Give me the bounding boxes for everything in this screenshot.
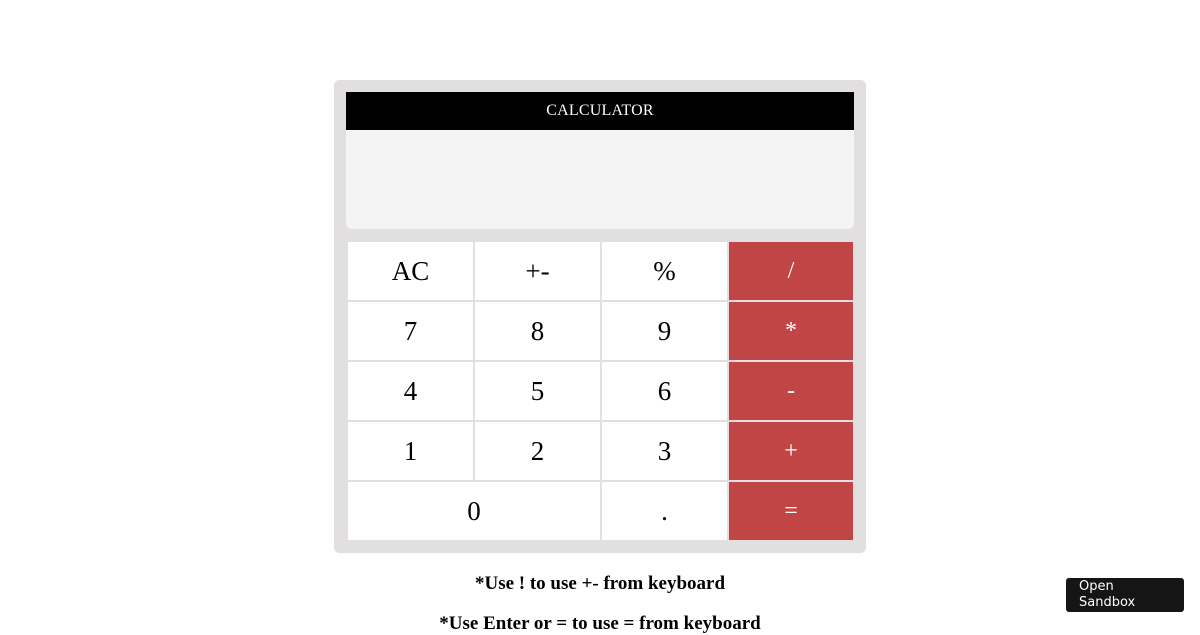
calculator bbox=[334, 80, 866, 553]
percent-button[interactable]: % bbox=[602, 242, 727, 300]
divide-button[interactable]: / bbox=[729, 242, 853, 300]
keyboard-hint-equals: *Use Enter or = to use = from keyboard bbox=[439, 613, 761, 634]
subtract-button[interactable]: - bbox=[729, 362, 853, 420]
equals-button[interactable]: = bbox=[729, 482, 853, 540]
digit-8-button[interactable]: 8 bbox=[475, 302, 600, 360]
multiply-button[interactable]: * bbox=[729, 302, 853, 360]
calculator-title: CALCULATOR bbox=[346, 92, 854, 130]
digit-4-button[interactable]: 4 bbox=[348, 362, 473, 420]
digit-0-button[interactable]: 0 bbox=[348, 482, 600, 540]
toggle-sign-button[interactable]: +- bbox=[475, 242, 600, 300]
digit-5-button[interactable]: 5 bbox=[475, 362, 600, 420]
add-button[interactable]: + bbox=[729, 422, 853, 480]
clear-button[interactable]: AC bbox=[348, 242, 473, 300]
digit-3-button[interactable]: 3 bbox=[602, 422, 727, 480]
digit-9-button[interactable]: 9 bbox=[602, 302, 727, 360]
digit-6-button[interactable]: 6 bbox=[602, 362, 727, 420]
keyboard-hint-sign: *Use ! to use +- from keyboard bbox=[474, 573, 726, 594]
digit-7-button[interactable]: 7 bbox=[348, 302, 473, 360]
keypad bbox=[348, 242, 852, 540]
calculator-display bbox=[346, 130, 854, 229]
digit-1-button[interactable]: 1 bbox=[348, 422, 473, 480]
digit-2-button[interactable]: 2 bbox=[475, 422, 600, 480]
open-sandbox-button[interactable]: Open Sandbox bbox=[1066, 578, 1184, 612]
decimal-button[interactable]: . bbox=[602, 482, 727, 540]
